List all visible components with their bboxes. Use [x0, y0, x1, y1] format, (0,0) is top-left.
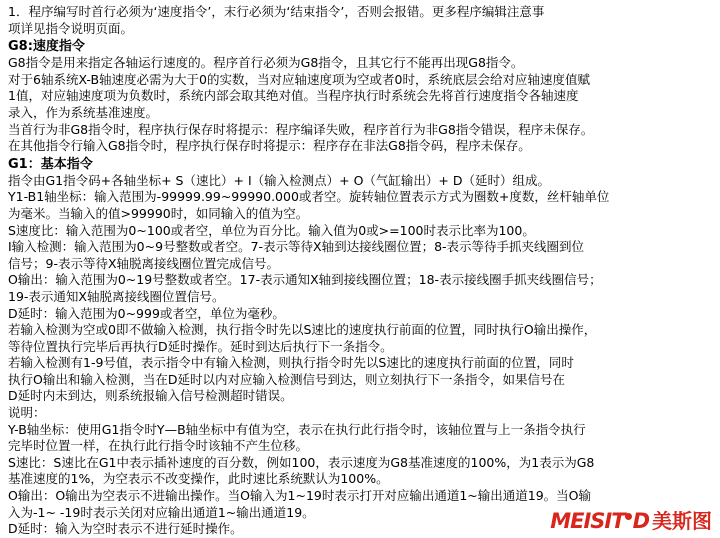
- text-line: 项详见指令说明页面。: [8, 20, 134, 36]
- watermark-latin-suffix: D: [632, 508, 649, 533]
- section-heading: G8:速度指令: [8, 39, 85, 55]
- text-line: S速比：S速比在G1中表示插补速度的百分数，例如100，表示速度为G8基准速度的100%，为1表示为G8: [8, 454, 595, 470]
- text-line: 完毕时位置一样，在执行此行指令时该轴不产生位移。: [8, 438, 309, 454]
- text-line: 19-表示通知X轴脱离接线圈位置信号。: [8, 288, 225, 304]
- text-line: 录入，作为系统基准速度。: [8, 104, 159, 120]
- section-heading: G1：基本指令: [8, 156, 93, 172]
- text-line: 1值，对应轴速度项为负数时，系统内部会取其绝对值。当程序执行时系统会先将首行速度指令各轴速度: [8, 88, 579, 104]
- text-line: 信号；9-表示等待X轴脱离接线圈位置完成信号。: [8, 255, 280, 271]
- text-line: 为毫米。当输入的值>99990时，如同输入的值为空。: [8, 205, 309, 221]
- text-line: 在其他指令行输入G8指令时，程序执行保存时将提示：程序存在非法G8指令码，程序未保存。: [8, 138, 531, 154]
- text-line: 基准速度的1%，为空表示不改变操作，此时速比系统默认为100%。: [8, 471, 389, 487]
- text-line: 若输入检测有1-9号值，表示指令中有输入检测，则执行指令时先以S速比的速度执行前面的位置，同时: [8, 355, 574, 371]
- text-line: S速度比：输入范围为0~100或者空，单位为百分比。输入值为0或>=100时表示比率为100。: [8, 222, 535, 238]
- watermark-chinese: 美斯图: [652, 508, 712, 533]
- watermark-dot-icon: [625, 513, 632, 520]
- text-line: I输入检测：输入范围为0~9号整数或者空。7-表示等待X轴到达接线圈位置；8-表示等待手抓夹线圈到位: [8, 239, 585, 255]
- text-line: D延时：输入范围为0~999或者空，单位为毫秒。: [8, 305, 285, 321]
- text-line: 当首行为非G8指令时，程序执行保存时将提示：程序编译失败，程序首行为非G8指令错误，程序未保存。: [8, 121, 594, 137]
- document-text-body: [8, 4, 712, 538]
- watermark-logo: [550, 508, 712, 534]
- text-line: Y-B轴坐标：使用G1指令时Y—B轴坐标中有值为空，表示在执行此行指令时，该轴位置与上一条指令执行: [8, 421, 586, 437]
- text-line: 执行O输出和输入检测，当在D延时以内对应输入检测信号到达，则立刻执行下一条指令，如果信号在: [8, 371, 565, 387]
- watermark-latin-prefix: MEISIT: [550, 508, 625, 533]
- text-line: Y1-B1轴坐标：输入范围为-99999.99~99990.000或者空。旋转轴位置表示方式为圈数+度数，丝杆轴单位: [8, 189, 610, 205]
- text-line: 对于6轴系统X-B轴速度必需为大于0的实数，当对应轴速度项为空或者0时，系统底层会给对应轴速度值赋: [8, 71, 590, 87]
- text-line: D延时内未到达，则系统报输入信号检测超时错误。: [8, 388, 293, 404]
- text-line: D延时：输入为空时表示不进行延时操作。: [8, 521, 243, 537]
- text-line: O输出：O输出为空表示不进输出操作。当O输入为1~19时表示打开对应输出通道1~输出通道19。当O输: [8, 488, 592, 504]
- text-line: G8指令是用来指定各轴运行速度的。程序首行必须为G8指令，且其它行不能再出现G8指令。: [8, 55, 524, 71]
- text-line: 入为-1~ -19时表示关闭对应输出通道1~输出通道19。: [8, 504, 315, 520]
- text-line: 指令由G1指令码+各轴坐标+ S（速比）+ I（输入检测点）+ O（气缸输出）+ D（延时）组成。: [8, 172, 550, 188]
- text-line: O输出：输入范围为0~19号整数或者空。17-表示通知X轴到接线圈位置；18-表示接线圈手抓夹线圈信号；: [8, 272, 602, 288]
- text-line: 若输入检测为空或0即不做输入检测，执行指令时先以S速比的速度执行前面的位置，同时执行O输出操作，: [8, 322, 597, 338]
- text-line: 说明：: [8, 405, 46, 421]
- text-line: 等待位置执行完毕后再执行D延时操作。延时到达后执行下一条指令。: [8, 338, 393, 354]
- text-line: 1．程序编写时首行必须为‘速度指令’，末行必须为‘结束指令’，否则会报错。更多程序编辑注意事: [8, 4, 545, 19]
